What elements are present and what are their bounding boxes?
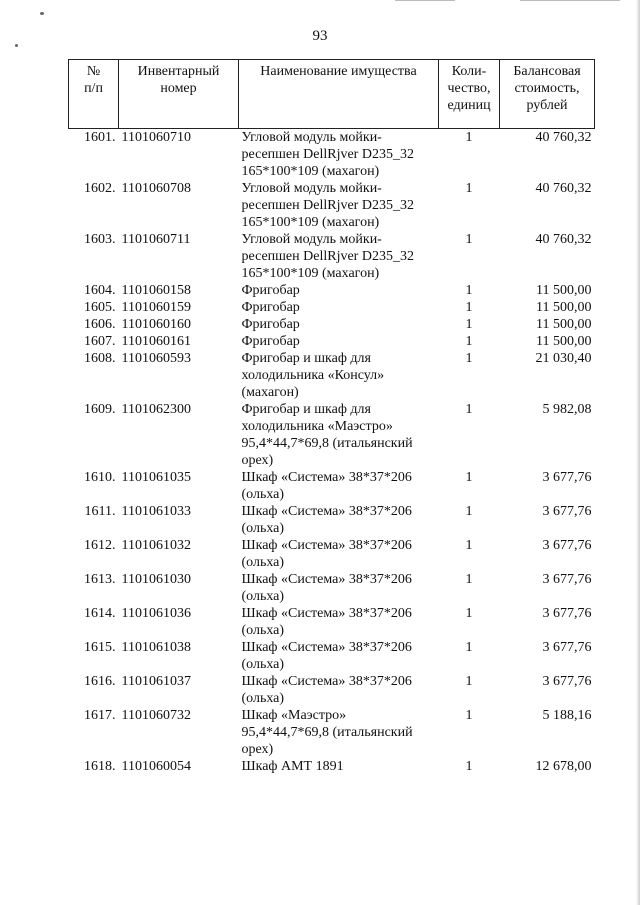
scan-right-edge — [636, 0, 640, 905]
item-name-line: Шкаф «Система» 38*37*206 — [241, 470, 412, 485]
table-row — [69, 299, 595, 316]
inventory-number: 1101061035 — [121, 470, 191, 485]
balance-value: 11 500,00 — [536, 300, 592, 315]
item-name-line: (ольха) — [241, 623, 285, 638]
inventory-number: 1101062300 — [121, 402, 191, 417]
header-value: Балансовая стоимость, рублей — [500, 60, 595, 129]
inventory-table — [68, 59, 595, 775]
item-name-line: (махагон) — [241, 385, 299, 400]
balance-value: 11 500,00 — [536, 283, 592, 298]
balance-value: 12 678,00 — [535, 759, 592, 774]
item-name-line: Фригобар — [241, 300, 300, 315]
header-name: Наименование имущества — [239, 60, 439, 129]
quantity: 1 — [465, 402, 473, 417]
table-row — [69, 129, 595, 181]
item-name — [239, 129, 439, 181]
quantity: 1 — [465, 317, 473, 332]
row-number: 1617. — [84, 708, 116, 723]
balance-value: 40 760,32 — [535, 181, 592, 196]
quantity: 1 — [465, 283, 473, 298]
inventory-number: 1101061036 — [121, 606, 191, 621]
item-name-line: 95,4*44,7*69,8 (итальянский — [241, 725, 413, 740]
item-name-line: Угловой модуль мойки- — [241, 181, 382, 196]
balance-value: 11 500,00 — [536, 334, 592, 349]
item-name-line: Шкаф «Система» 38*37*206 — [241, 538, 412, 553]
item-name-line: (ольха) — [241, 691, 285, 706]
item-name — [239, 180, 439, 231]
row-number: 1612. — [84, 538, 116, 553]
balance-value: 3 677,76 — [542, 572, 592, 587]
item-name-line: Фригобар — [241, 283, 300, 298]
balance-value: 5 188,16 — [542, 708, 592, 723]
item-name — [239, 299, 439, 316]
table-row — [69, 673, 595, 707]
row-number: 1605. — [84, 300, 116, 315]
item-name-line: Шкаф «Маэстро» — [241, 708, 347, 723]
row-number: 1609. — [84, 402, 116, 417]
quantity: 1 — [465, 334, 473, 349]
table-row — [69, 571, 595, 605]
item-name-line: ресепшен DellRjver D235_32 — [241, 147, 414, 162]
row-number: 1615. — [84, 640, 116, 655]
inventory-number: 1101061037 — [121, 674, 191, 689]
item-name-line: (ольха) — [241, 589, 285, 604]
item-name-line: Шкаф «Система» 38*37*206 — [241, 606, 412, 621]
item-name — [239, 758, 439, 775]
inventory-number: 1101061032 — [121, 538, 191, 553]
item-name — [239, 350, 439, 401]
balance-value: 40 760,32 — [535, 232, 592, 247]
quantity: 1 — [465, 640, 473, 655]
row-number: 1613. — [84, 572, 116, 587]
item-name-line: (ольха) — [241, 657, 285, 672]
item-name — [239, 707, 439, 758]
quantity: 1 — [465, 572, 473, 587]
item-name-line: Шкаф АМТ 1891 — [241, 759, 344, 774]
table-row — [69, 316, 595, 333]
row-number: 1607. — [84, 334, 116, 349]
table-row — [69, 469, 595, 503]
balance-value: 11 500,00 — [536, 317, 592, 332]
table-row — [69, 180, 595, 231]
item-name-line: (ольха) — [241, 487, 285, 502]
item-name — [239, 231, 439, 282]
item-name-line: холодильника «Консул» — [241, 368, 385, 383]
inventory-number: 1101060158 — [121, 283, 191, 298]
inventory-number: 1101061038 — [121, 640, 191, 655]
scan-edge — [395, 0, 455, 1]
header-num: № п/п — [69, 60, 119, 129]
inventory-number: 1101061033 — [121, 504, 191, 519]
quantity: 1 — [465, 300, 473, 315]
balance-value: 5 982,08 — [542, 402, 592, 417]
quantity: 1 — [465, 708, 473, 723]
item-name — [239, 639, 439, 673]
table-row — [69, 639, 595, 673]
item-name — [239, 673, 439, 707]
item-name-line: Фригобар и шкаф для — [241, 402, 371, 417]
row-number: 1618. — [84, 759, 116, 774]
quantity: 1 — [465, 674, 473, 689]
row-number: 1603. — [84, 232, 116, 247]
table-row — [69, 537, 595, 571]
row-number: 1604. — [84, 283, 116, 298]
item-name-line: 165*100*109 (махагон) — [241, 215, 380, 230]
item-name — [239, 537, 439, 571]
quantity: 1 — [465, 181, 473, 196]
balance-value: 3 677,76 — [542, 674, 592, 689]
inventory-number: 1101060159 — [121, 300, 191, 315]
inventory-number: 1101061030 — [121, 572, 191, 587]
quantity: 1 — [465, 351, 473, 366]
item-name-line: орех) — [241, 453, 274, 468]
quantity: 1 — [465, 470, 473, 485]
item-name — [239, 503, 439, 537]
item-name — [239, 401, 439, 469]
balance-value: 3 677,76 — [542, 606, 592, 621]
item-name-line: орех) — [241, 742, 274, 757]
inventory-number: 1101060160 — [121, 317, 191, 332]
item-name-line: холодильника «Маэстро» — [241, 419, 393, 434]
row-number: 1606. — [84, 317, 116, 332]
table-header-row — [69, 60, 595, 129]
item-name — [239, 316, 439, 333]
quantity: 1 — [465, 538, 473, 553]
item-name-line: ресепшен DellRjver D235_32 — [241, 249, 414, 264]
row-number: 1614. — [84, 606, 116, 621]
quantity: 1 — [465, 759, 473, 774]
table-body — [69, 129, 595, 776]
balance-value: 3 677,76 — [542, 538, 592, 553]
item-name-line: 95,4*44,7*69,8 (итальянский — [241, 436, 413, 451]
table-row — [69, 401, 595, 469]
item-name-line: ресепшен DellRjver D235_32 — [241, 198, 414, 213]
table-row — [69, 707, 595, 758]
scan-edge — [520, 0, 620, 1]
table-row — [69, 758, 595, 775]
table-row — [69, 350, 595, 401]
balance-value: 3 677,76 — [542, 640, 592, 655]
table-row — [69, 231, 595, 282]
item-name-line: Шкаф «Система» 38*37*206 — [241, 504, 412, 519]
inventory-number: 1101060710 — [121, 130, 191, 145]
item-name-line: Фригобар — [241, 334, 300, 349]
quantity: 1 — [465, 504, 473, 519]
header-inventory: Инвентарный номер — [119, 60, 239, 129]
row-number: 1616. — [84, 674, 116, 689]
balance-value: 40 760,32 — [535, 130, 592, 145]
row-number: 1611. — [84, 504, 116, 519]
table-row — [69, 282, 595, 299]
balance-value: 3 677,76 — [542, 470, 592, 485]
item-name-line: Угловой модуль мойки- — [241, 232, 382, 247]
quantity: 1 — [465, 130, 473, 145]
item-name-line: 165*100*109 (махагон) — [241, 164, 380, 179]
item-name-line: Шкаф «Система» 38*37*206 — [241, 674, 412, 689]
inventory-number: 1101060732 — [121, 708, 191, 723]
table-row — [69, 503, 595, 537]
item-name-line: (ольха) — [241, 555, 285, 570]
inventory-number: 1101060161 — [121, 334, 191, 349]
item-name-line: 165*100*109 (махагон) — [241, 266, 380, 281]
item-name — [239, 605, 439, 639]
item-name-line: Шкаф «Система» 38*37*206 — [241, 640, 412, 655]
inventory-number: 1101060708 — [121, 181, 191, 196]
quantity: 1 — [465, 606, 473, 621]
item-name — [239, 333, 439, 350]
row-number: 1601. — [84, 130, 116, 145]
page-number: 93 — [312, 28, 328, 44]
inventory-number: 1101060054 — [121, 759, 191, 774]
row-number: 1610. — [84, 470, 116, 485]
balance-value: 21 030,40 — [535, 351, 592, 366]
item-name-line: Шкаф «Система» 38*37*206 — [241, 572, 412, 587]
inventory-number: 1101060593 — [121, 351, 191, 366]
row-number: 1602. — [84, 181, 116, 196]
quantity: 1 — [465, 232, 473, 247]
item-name-line: (ольха) — [241, 521, 285, 536]
item-name — [239, 469, 439, 503]
inventory-number: 1101060711 — [121, 232, 191, 247]
item-name — [239, 282, 439, 299]
row-number: 1608. — [84, 351, 116, 366]
item-name-line: Фригобар и шкаф для — [241, 351, 371, 366]
item-name — [239, 571, 439, 605]
balance-value: 3 677,76 — [542, 504, 592, 519]
table-row — [69, 333, 595, 350]
item-name-line: Фригобар — [241, 317, 300, 332]
header-quantity: Коли- чество, единиц — [439, 60, 500, 129]
table-row — [69, 605, 595, 639]
scan-speck — [40, 12, 44, 15]
item-name-line: Угловой модуль мойки- — [241, 130, 382, 145]
